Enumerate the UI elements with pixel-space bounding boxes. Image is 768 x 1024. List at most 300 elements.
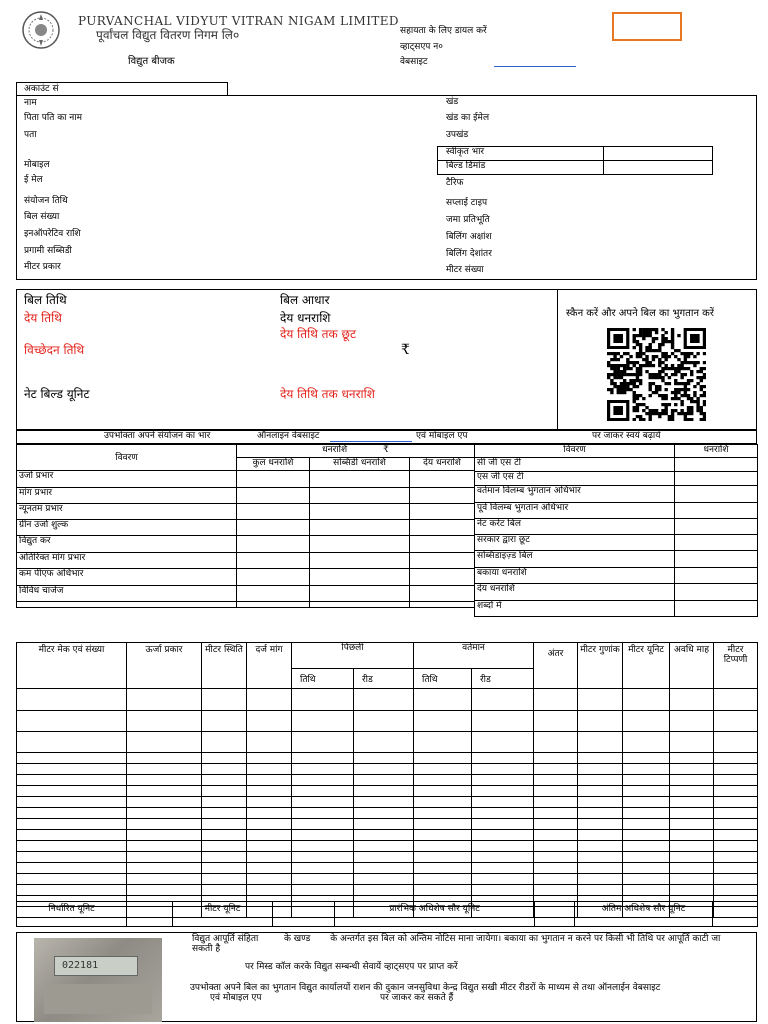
meter-cell (670, 830, 714, 841)
meter-cell (247, 819, 292, 830)
qr-module (677, 397, 680, 400)
qr-module (649, 415, 652, 418)
meter-cell (292, 764, 354, 775)
qr-module (642, 352, 645, 355)
solar-label: प्रारंभिक अधिशेष सौर यूनिट (335, 902, 535, 927)
charges-row (17, 504, 475, 520)
charge-amount-cell (237, 488, 310, 504)
account-right-label: खंड (446, 97, 459, 107)
charge-amount-cell (237, 504, 310, 520)
meter-cell (247, 764, 292, 775)
due-amount-label: देय धनराशि (280, 311, 331, 325)
qr-module (652, 340, 655, 343)
meter-cell (623, 830, 670, 841)
meter-cell (714, 775, 758, 786)
meter-cell (354, 753, 414, 764)
qr-module (633, 328, 636, 331)
meter-cell (578, 819, 623, 830)
qr-module (674, 355, 677, 358)
qr-module (613, 364, 616, 367)
billed-demand-label: बिल्ड डिमांड (438, 161, 604, 175)
meter-cell (17, 819, 127, 830)
payment-qr-code[interactable] (607, 328, 706, 421)
charge-right-amount-cell (675, 503, 758, 519)
qr-module (636, 409, 639, 412)
meter-cell (292, 732, 354, 753)
meter-cell (472, 852, 534, 863)
qr-module (636, 343, 639, 346)
qr-module (655, 355, 658, 358)
meter-cell (472, 863, 534, 874)
qr-module (700, 406, 703, 409)
qr-module (658, 388, 661, 391)
qr-module (677, 388, 680, 391)
charges-row (17, 488, 475, 504)
qr-module (684, 415, 687, 418)
meter-cell (472, 711, 534, 732)
charge-amount-cell (410, 536, 475, 553)
qr-module (664, 406, 667, 409)
qr-module (626, 367, 629, 370)
qr-module (700, 370, 703, 373)
qr-module (610, 364, 613, 367)
qr-module (620, 370, 623, 373)
qr-module (607, 361, 610, 364)
meter-cell (623, 885, 670, 896)
solar-label: निर्धारित यूनिट (17, 902, 127, 927)
qr-module (633, 400, 636, 403)
meter-cell (578, 797, 623, 808)
charge-right-label: पूर्व विलम्ब भुगतान अधिभार (475, 503, 675, 519)
right-desc-header: विवरण (475, 445, 675, 458)
meter-header: मीटर गुणांक (578, 643, 623, 689)
account-right-label: मीटर संख्या (446, 265, 484, 275)
qr-module (633, 409, 636, 412)
charges-amount-header-text: धनराशि (322, 445, 348, 455)
qr-module (636, 394, 639, 397)
meter-cell (578, 732, 623, 753)
qr-module (613, 355, 616, 358)
account-right-label: उपखंड (446, 130, 469, 140)
meter-cell (354, 885, 414, 896)
meter-cell (292, 786, 354, 797)
meter-header: पिछली (292, 643, 414, 669)
qr-module (684, 412, 687, 415)
qr-module (693, 400, 696, 403)
qr-module (642, 328, 645, 331)
qr-module (636, 415, 639, 418)
meter-cell (414, 830, 472, 841)
load-info-end: पर जाकर स्वयं बढ़ायें (592, 431, 661, 441)
charge-amount-cell (310, 488, 410, 504)
qr-module (703, 385, 706, 388)
qr-module (613, 352, 616, 355)
qr-module (610, 388, 613, 391)
qr-module (674, 397, 677, 400)
meter-cell (127, 797, 202, 808)
qr-module (690, 361, 693, 364)
qr-module (661, 340, 664, 343)
qr-module (671, 328, 674, 331)
qr-module (620, 382, 623, 385)
qr-module (620, 355, 623, 358)
qr-module (652, 376, 655, 379)
meter-cell (354, 732, 414, 753)
qr-module (671, 367, 674, 370)
qr-module (693, 355, 696, 358)
qr-module (680, 412, 683, 415)
qr-module (664, 337, 667, 340)
qr-module (658, 361, 661, 364)
qr-module (684, 382, 687, 385)
qr-module (700, 367, 703, 370)
qr-module (664, 367, 667, 370)
load-info-website: ऑनलाइन वेबसाइट (257, 431, 320, 441)
meter-cell (202, 689, 247, 711)
qr-module (626, 388, 629, 391)
meter-cell (578, 852, 623, 863)
charge-label: अतिरिक्त मांग प्रभार (17, 553, 237, 569)
charge-right-label: सी जी एस टी (475, 458, 675, 472)
qr-module (671, 373, 674, 376)
meter-cell (202, 711, 247, 732)
meter-cell (247, 830, 292, 841)
qr-module (639, 331, 642, 334)
meter-cell (578, 885, 623, 896)
meter-cell (714, 753, 758, 764)
meter-cell (714, 786, 758, 797)
charges-subheader: देय धनराशि (410, 458, 475, 471)
qr-module (664, 355, 667, 358)
qr-module (677, 370, 680, 373)
qr-module (623, 370, 626, 373)
meter-cell (670, 874, 714, 885)
charge-right-amount-cell (675, 535, 758, 551)
meter-cell (670, 786, 714, 797)
charge-label: मांग प्रभार (17, 488, 237, 504)
qr-module (690, 412, 693, 415)
meter-cell (670, 775, 714, 786)
qr-module (652, 364, 655, 367)
meter-cell (578, 808, 623, 819)
qr-module (668, 376, 671, 379)
qr-module (655, 409, 658, 412)
qr-module (642, 337, 645, 340)
meter-cell (127, 711, 202, 732)
meter-cell (127, 852, 202, 863)
meter-cell (578, 689, 623, 711)
meter-row (17, 764, 758, 775)
qr-module (629, 382, 632, 385)
meter-cell (202, 797, 247, 808)
charge-amount-cell (237, 536, 310, 553)
qr-module (613, 373, 616, 376)
qr-module (649, 331, 652, 334)
charge-amount-cell (310, 536, 410, 553)
qr-module (680, 367, 683, 370)
qr-module (684, 388, 687, 391)
charges-desc-header: विवरण (17, 445, 237, 471)
meter-cell (17, 689, 127, 711)
qr-module (680, 373, 683, 376)
qr-module (696, 406, 699, 409)
meter-cell (670, 819, 714, 830)
meter-cell (714, 711, 758, 732)
qr-module (700, 409, 703, 412)
charges-right-row (475, 551, 758, 568)
qr-module (639, 403, 642, 406)
meter-cell (670, 797, 714, 808)
charges-row-blank (17, 602, 475, 608)
qr-module (668, 340, 671, 343)
meter-cell (354, 808, 414, 819)
meter-cell (292, 819, 354, 830)
account-right-label: बिलिंग देशांतर (446, 249, 492, 259)
meter-cell (670, 841, 714, 852)
qr-module (607, 373, 610, 376)
charge-right-amount-cell (675, 601, 758, 617)
qr-module (617, 391, 620, 394)
qr-module (636, 379, 639, 382)
meter-cell (247, 797, 292, 808)
qr-module (664, 409, 667, 412)
meter-cell (292, 852, 354, 863)
account-right-label: टैरिफ (446, 178, 464, 188)
qr-module (649, 382, 652, 385)
qr-module (658, 349, 661, 352)
qr-module (617, 370, 620, 373)
qr-module (664, 331, 667, 334)
meter-row (17, 819, 758, 830)
meter-row (17, 797, 758, 808)
load-info-app: एवं मोबाइल एप (416, 431, 468, 441)
qr-module (626, 358, 629, 361)
meter-cell (714, 830, 758, 841)
meter-cell (714, 885, 758, 896)
qr-module (690, 409, 693, 412)
qr-module (674, 373, 677, 376)
charge-right-amount-cell (675, 472, 758, 486)
qr-module (617, 358, 620, 361)
qr-module (629, 361, 632, 364)
charge-amount-cell (410, 602, 475, 608)
qr-module (636, 361, 639, 364)
qr-module (636, 352, 639, 355)
qr-module (700, 388, 703, 391)
charges-right-row (475, 472, 758, 486)
meter-cell (202, 786, 247, 797)
meter-cell (292, 841, 354, 852)
qr-module (639, 328, 642, 331)
qr-module (655, 331, 658, 334)
qr-module (690, 418, 693, 421)
meter-cell (578, 830, 623, 841)
company-emblem-icon (16, 10, 66, 50)
qr-module (633, 379, 636, 382)
meter-cell (247, 711, 292, 732)
qr-module (645, 406, 648, 409)
meter-cell (534, 797, 578, 808)
meter-cell (17, 852, 127, 863)
meter-row (17, 852, 758, 863)
charge-amount-cell (310, 586, 410, 602)
load-info-text: उपभोक्ता अपने संयोजन का भार (104, 431, 211, 441)
qr-module (690, 373, 693, 376)
qr-module (645, 370, 648, 373)
company-name-hi: पूर्वांचल विद्युत वितरण निगम लि० (96, 28, 240, 42)
qr-module (649, 412, 652, 415)
qr-module (658, 343, 661, 346)
meter-cell (623, 753, 670, 764)
account-left-label: प्रगामी सब्सिडी (24, 246, 72, 256)
meter-row (17, 841, 758, 852)
meter-cell (414, 874, 472, 885)
charge-right-label: वर्तमान विलम्ब भुगतान अधिभार (475, 486, 675, 503)
qr-module (639, 355, 642, 358)
qr-module (610, 367, 613, 370)
qr-module (617, 376, 620, 379)
meter-cell (534, 808, 578, 819)
qr-module (617, 364, 620, 367)
meter-cell (354, 841, 414, 852)
qr-module (623, 373, 626, 376)
qr-module (671, 346, 674, 349)
qr-module (664, 403, 667, 406)
meter-cell (623, 786, 670, 797)
meter-cell (127, 786, 202, 797)
qr-module (642, 409, 645, 412)
qr-module (687, 382, 690, 385)
charge-right-label: शब्दों में (475, 601, 675, 617)
qr-module (674, 391, 677, 394)
meter-cell (247, 863, 292, 874)
qr-module (623, 382, 626, 385)
qr-module (629, 388, 632, 391)
qr-module (687, 409, 690, 412)
qr-module (671, 412, 674, 415)
qr-module (680, 394, 683, 397)
meter-cell (472, 775, 534, 786)
meter-cell (534, 885, 578, 896)
meter-photo (34, 938, 162, 1022)
meter-cell (534, 711, 578, 732)
qr-module (661, 355, 664, 358)
qr-module (677, 412, 680, 415)
qr-module (674, 370, 677, 373)
qr-module (639, 343, 642, 346)
meter-cell (292, 863, 354, 874)
meter-cell (17, 764, 127, 775)
qr-module (677, 391, 680, 394)
charge-amount-cell (237, 569, 310, 586)
account-left-label: नाम (24, 98, 37, 108)
meter-cell (354, 874, 414, 885)
charge-amount-cell (310, 602, 410, 608)
meter-cell (623, 711, 670, 732)
account-right-label: जमा प्रतिभूति (446, 215, 490, 225)
qr-module (649, 388, 652, 391)
qr-module (658, 394, 661, 397)
meter-cell (292, 797, 354, 808)
charge-amount-cell (237, 520, 310, 536)
qr-module (652, 355, 655, 358)
meter-header: मीटर स्थिति (202, 643, 247, 689)
meter-cell (292, 885, 354, 896)
qr-module (661, 352, 664, 355)
qr-module (655, 373, 658, 376)
charges-right-table (474, 444, 758, 617)
meter-cell (670, 863, 714, 874)
qr-module (620, 385, 623, 388)
qr-module (680, 400, 683, 403)
qr-module (680, 352, 683, 355)
qr-module (639, 370, 642, 373)
meter-cell (578, 764, 623, 775)
charges-right-row (475, 601, 758, 617)
qr-module (687, 406, 690, 409)
meter-cell (414, 732, 472, 753)
meter-cell (578, 775, 623, 786)
qr-module (674, 379, 677, 382)
meter-cell (247, 874, 292, 885)
whatsapp-label: व्हाट्सएप न० (400, 42, 443, 52)
qr-module (687, 412, 690, 415)
qr-module (636, 376, 639, 379)
qr-module (671, 334, 674, 337)
meter-cell (472, 689, 534, 711)
qr-module (652, 358, 655, 361)
rebate-label: देय तिथि तक छूट (280, 327, 357, 341)
qr-module (696, 382, 699, 385)
qr-module (633, 346, 636, 349)
qr-module (617, 385, 620, 388)
charges-row (17, 471, 475, 488)
qr-module (680, 376, 683, 379)
qr-module (661, 343, 664, 346)
qr-module (626, 364, 629, 367)
qr-module (661, 403, 664, 406)
qr-module (671, 364, 674, 367)
qr-module (649, 409, 652, 412)
charge-amount-cell (310, 569, 410, 586)
charges-amount-header (237, 445, 475, 458)
charge-right-label: सब्सिडाइज़्ड बिल (475, 551, 675, 568)
charge-right-amount-cell (675, 551, 758, 568)
charge-label: उर्जा प्रभार (17, 471, 237, 488)
company-logo (16, 10, 66, 50)
qr-module (684, 352, 687, 355)
qr-module (687, 394, 690, 397)
charges-right-row (475, 568, 758, 584)
qr-module (696, 397, 699, 400)
qr-module (623, 352, 626, 355)
account-left-label: मीटर प्रकार (24, 262, 61, 272)
qr-module (668, 403, 671, 406)
meter-cell (414, 753, 472, 764)
qr-module (652, 373, 655, 376)
document-title: विद्युत बीजक (128, 56, 175, 67)
qr-module (610, 382, 613, 385)
meter-photo-reading: 022181 (62, 960, 99, 971)
qr-module (636, 334, 639, 337)
meter-cell (534, 852, 578, 863)
qr-module (652, 328, 655, 331)
meter-cell (414, 885, 472, 896)
meter-cell (127, 732, 202, 753)
qr-module (649, 418, 652, 421)
account-left-label: पता (24, 130, 37, 140)
qr-module (649, 385, 652, 388)
